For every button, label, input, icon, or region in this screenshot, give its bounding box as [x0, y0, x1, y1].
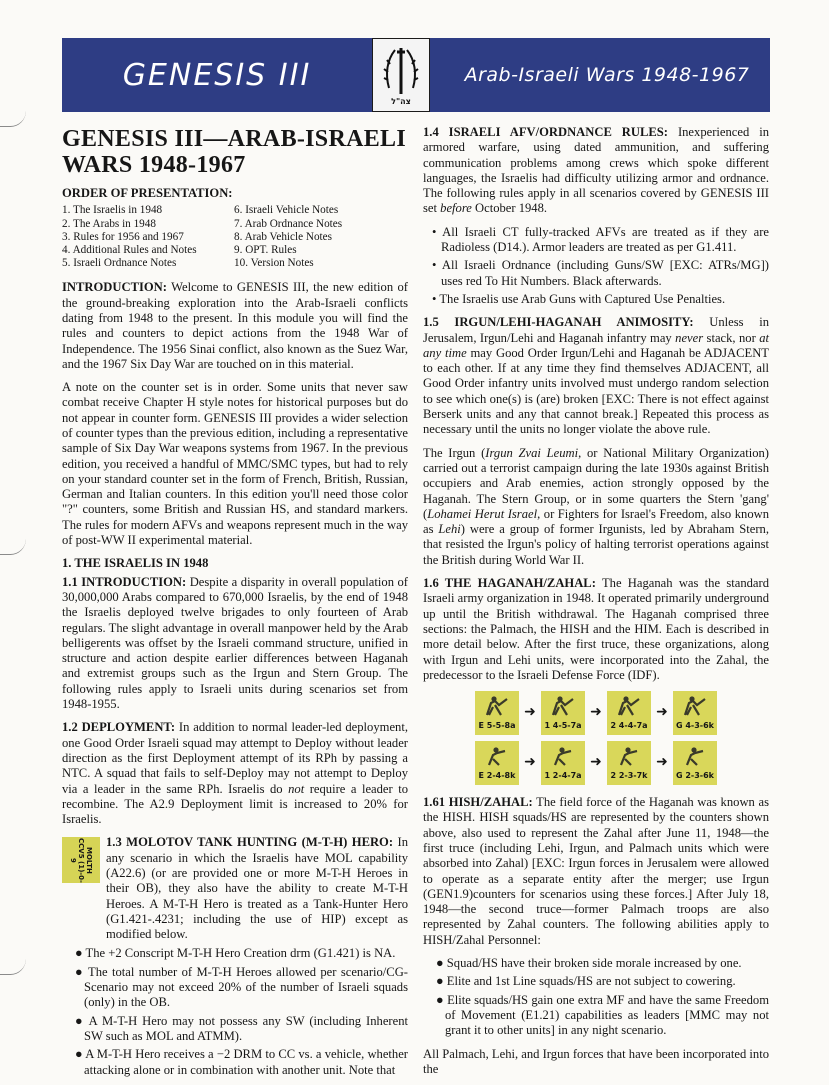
- order-item: 8. Arab Vehicle Notes: [234, 230, 332, 243]
- rule-1-2-lead: 1.2 DEPLOYMENT:: [62, 720, 176, 735]
- irgun-paragraph: [423, 446, 769, 568]
- irgun-emphasis: Lehi: [438, 522, 461, 537]
- rule-1-1-lead: 1.1 INTRODUCTION:: [62, 574, 187, 589]
- halfsquad-counter: [541, 741, 585, 785]
- soldier-icon: [549, 695, 577, 717]
- list-item: ● A M-T-H Hero may not possess any SW (including Inherent SW such as MOL and ATMM).: [75, 1013, 408, 1043]
- list-item-text: All Israeli Ordnance (including Guns/SW [EXC: ATRs/MG]) uses red To Hit Numbers. Black afterwards.: [441, 258, 769, 288]
- list-item-text: The total number of M-T-H Heroes allowed per scenario/CG-Scenario may not exceed 20% of the number of Israeli squads (only) in the OB.: [84, 964, 408, 1010]
- left-column: [62, 120, 408, 1081]
- header-banner: [62, 38, 770, 112]
- order-item: 1. The Israelis in 1948: [62, 204, 163, 217]
- counter-label: 1 2-4-7a: [544, 770, 582, 780]
- list-item-text: Elite squads/HS gain one extra MF and have the same Freedom of Movement (E1.21) capabilities as leaders [MMC may not grant it to other units] in any night scenario.: [445, 992, 769, 1038]
- list-item-text: A M-T-H Hero may not possess any SW (including Inherent SW such as MOL and ATMM).: [84, 1013, 408, 1043]
- section-1-heading: 1. THE ISRAELIS IN 1948: [62, 556, 209, 571]
- rule-1-3-paragraph: [106, 835, 408, 942]
- irgun-text: The Irgun (: [423, 445, 486, 460]
- rule-1-4-lead: 1.4 ISRAELI AFV/ORDNANCE RULES:: [423, 125, 668, 139]
- list-item-text: All Israeli CT fully-tracked AFVs are treated as if they are Radioless (D14.). Armor leaders are treated as per G1.411.: [441, 224, 769, 255]
- irgun-emphasis: Lohamei Herut Israel: [427, 506, 538, 521]
- order-item: 7. Arab Ordnance Notes: [234, 217, 343, 230]
- arrow-right-icon: ➜: [590, 704, 602, 721]
- counter-note-paragraph: A note on the counter set is in order. Some units that never saw combat receive Chapter H style notes for historical purposes but do not appear in counter form. GENESIS III provides a wider selection of counter types than the previous edition, including a representative sample of Six Day War weapons systems from 1967. In the previous edition, you received a handful of MMC/SMC types, but had to rely on your standard counter set in the form of French, British, Russian, German and Italian counters. In this edition you'll need those color "?" counters, some British and Russian HS, and standard markers. The rules for modern AFVs and weapons represent much in the way of post-WW II experimental material.: [62, 380, 408, 548]
- soldier-icon: [681, 745, 709, 767]
- irgun-text: ) were a group of former Irgunists, led by Abraham Stern, that resisted the Irgun's policy of halting terrorist operations against the British during World War II.: [423, 522, 769, 567]
- intro-lead: INTRODUCTION:: [62, 280, 167, 295]
- counter-chain-bottom: [423, 741, 769, 785]
- order-item: 6. Israeli Vehicle Notes: [234, 204, 339, 217]
- rule-1-61-lead: 1.61 HISH/ZAHAL:: [423, 795, 533, 810]
- logo-caption: צה"ל: [391, 97, 411, 106]
- banner-left-title: GENESIS III: [122, 57, 312, 93]
- halfsquad-counter: [475, 741, 519, 785]
- arrow-right-icon: ➜: [590, 754, 602, 771]
- rule-1-3-text: In any scenario in which the Israelis have MOL capability (A22.6) (or are provided one or more M-T-H Heroes in their OB), they also have the ability to create M-T-H Heroes. A M-T-H Hero is treated as a Tank-Hunter Hero (G1.421-.4231; including the use of HIP) except as modified below.: [106, 835, 408, 942]
- order-item: 2. The Arabs in 1948: [62, 217, 156, 230]
- sword-olive-branch-icon: [381, 44, 421, 98]
- banner-right-title: Arab-Israeli Wars 1948-1967: [464, 64, 750, 86]
- order-item: 5. Israeli Ordnance Notes: [62, 257, 177, 270]
- order-item: 9. OPT. Rules: [234, 243, 297, 256]
- rule-1-2-emphasis: not: [288, 781, 305, 796]
- list-item-text: Squad/HS have their broken side morale increased by one.: [446, 956, 742, 971]
- rule-1-2: [62, 720, 408, 827]
- intro-text: Welcome to GENESIS III, the new edition of the ground-breaking exploration into the Arab-Israeli conflicts dating from 1948 to the present. In this module you will find the rules and counters to depict actions from the 1948 War of Independence. The 1956 Sinai conflict, also known as the Suez War, and the 1967 Six Day War are touched on in this material.: [62, 280, 408, 371]
- irgun-text: , or Fighters for Israel's Freedom, also known as: [423, 506, 770, 537]
- arrow-right-icon: ➜: [524, 704, 536, 721]
- soldier-icon: [615, 745, 643, 767]
- rule-1-2-text: In addition to normal leader-led deployment, one Good Order Israeli squad may attempt to Deploy without leader direction as the first Deployment attempt of its RPh by passing a NTC. A squad that fails to self-Deploy may not attempt to Deploy via a leader in the same RPh. Israelis do: [62, 720, 408, 796]
- squad-counter: [607, 691, 651, 735]
- squad-counter: [541, 691, 585, 735]
- counter-chain-top: [423, 691, 769, 735]
- list-item: • All Israeli Ordnance (including Guns/SW [EXC: ATRs/MG]) uses red To Hit Numbers. Black afterwards.: [432, 258, 769, 288]
- punch-hole-middle: [0, 528, 26, 555]
- list-item: • All Israeli CT fully-tracked AFVs are treated as if they are Radioless (D14.). Armor leaders are treated as per G1.411.: [432, 224, 769, 255]
- list-item-text: Elite and 1st Line squads/HS are not subject to cowering.: [446, 974, 736, 989]
- counter-label: G 4-3-6k: [675, 720, 714, 730]
- order-item: 10. Version Notes: [234, 257, 314, 270]
- list-item-text: The Israelis use Arab Guns with Captured Use Penalties.: [439, 291, 726, 306]
- rule-1-5-emphasis: never: [675, 330, 704, 345]
- punch-hole-bottom: [0, 948, 26, 975]
- rule-1-2-text-end: require a leader to recombine. The A2.9 Deployment limit is increased to 20% for Israelis.: [62, 781, 409, 827]
- soldier-icon: [483, 695, 511, 717]
- soldier-icon: [549, 745, 577, 767]
- rule-1-3-lead: 1.3 MOLOTOV TANK HUNTING (M-T-H) HERO:: [106, 835, 394, 850]
- order-item: 3. Rules for 1956 and 1967: [62, 230, 184, 243]
- list-item: • The Israelis use Arab Guns with Captured Use Penalties.: [432, 291, 726, 306]
- rule-1-4: [423, 125, 769, 217]
- list-item: ● A M-T-H Hero receives a −2 DRM to CC vs. a vehicle, whether attacking alone or in combination with another unit. Note that: [75, 1047, 409, 1077]
- rule-1-5-text: stack, nor: [703, 330, 760, 345]
- counter-label: 2 4-4-7a: [610, 720, 648, 730]
- intro-paragraph: [62, 280, 408, 372]
- rule-1-5-lead: 1.5 IRGUN/LEHI-HAGANAH ANIMOSITY:: [423, 315, 694, 330]
- list-item: ● The total number of M-T-H Heroes allowed per scenario/CG-Scenario may not exceed 20% of the number of Israeli squads (only) in the OB.: [75, 964, 408, 1010]
- squad-counter: [673, 691, 717, 735]
- rule-1-6-text: The Haganah was the standard Israeli army organization in 1948. It operated primarily underground up until the British withdrawal. The Haganah comprised three sections: the Palmach, the HISH and the HIM. Each is described in more detail below. After the first truce, these organizations, along with Irgun and Lehi units, were incorporated into the Zahal, the predecessor to the Israeli Defense Force (IDF).: [423, 576, 770, 682]
- counter-label: E 2-4-8k: [478, 770, 516, 780]
- list-item: ● Elite squads/HS gain one extra MF and have the same Freedom of Movement (E1.21) capabilities as leaders [MMC may not grant it to other units] in any night scenario.: [436, 992, 769, 1038]
- rule-1-5: [423, 315, 769, 437]
- rule-1-61: [423, 795, 769, 948]
- counter-label: G 2-3-6k: [675, 770, 714, 780]
- order-list: [62, 204, 408, 270]
- halfsquad-counter: [607, 741, 651, 785]
- rule-1-6: [423, 576, 769, 683]
- order-item: 4. Additional Rules and Notes: [62, 243, 197, 256]
- rule-1-5-text: may Good Order Irgun/Lehi and Haganah be ADJACENT to each other. If at any time they find themselves ADJACENT, all Good Order infantry units involved must undergo random selection to see which one(s) is (are) broken [EXC: There is not effect against Berserk units and any that cannot break.] Repeated this process as necessary until the units no longer violate the above rule.: [423, 345, 769, 437]
- order-heading: ORDER OF PRESENTATION:: [62, 186, 233, 200]
- punch-hole-top: [0, 100, 26, 127]
- arrow-right-icon: ➜: [656, 704, 668, 721]
- counter-label: 1 4-5-7a: [544, 720, 582, 730]
- rule-1-6-lead: 1.6 THE HAGANAH/ZAHAL:: [423, 576, 596, 591]
- list-item-text: A M-T-H Hero receives a −2 DRM to CC vs. a vehicle, whether attacking alone or in combination with another unit. Note that: [84, 1047, 409, 1077]
- rule-1-5-text: Unless in Jerusalem, Irgun/Lehi and Haganah infantry may: [423, 315, 769, 345]
- arrow-right-icon: ➜: [656, 754, 668, 771]
- idf-logo: [372, 38, 430, 112]
- counter-label: 2 2-3-7k: [610, 770, 648, 780]
- counter-label: E 5-5-8a: [478, 720, 516, 730]
- list-item-text: The +2 Conscript M-T-H Hero Creation drm (G1.421) is NA.: [85, 946, 396, 961]
- rule-1-4-emphasis: before: [440, 201, 472, 216]
- soldier-icon: [681, 695, 709, 717]
- rule-1-1: [62, 575, 408, 713]
- rule-1-3: [62, 835, 408, 946]
- irgun-text: , or National Military Organization) carried out a terrorist campaign during the late 1930s against British occupiers and Arab enemies, action strongly opposed by the Haganah. The Stern Group, or in some quarters the Stern 'gang' (: [423, 445, 769, 521]
- arrow-right-icon: ➜: [524, 754, 536, 771]
- list-item: ● The +2 Conscript M-T-H Hero Creation drm (G1.421) is NA.: [75, 946, 396, 961]
- rule-1-1-text: Despite a disparity in overall population of 30,000,000 Arabs compared to 670,000 Israelis, by the end of 1948 the Israelis deployed twelve brigades to only fourteen of Arab regulars. The slight advantage in overall manpower held by the Arab belligerents was offset by the Israeli command structure, unified in structure and action despite earlier differences between Haganah and extremist groups such as the Irgun and Stern Group. The following rules apply to Israeli units during scenarios set from 1948-1955.: [62, 574, 408, 712]
- list-item: ● Elite and 1st Line squads/HS are not subject to cowering.: [436, 974, 736, 989]
- rule-1-61-text: The field force of the Haganah was known as the HISH. HISH squads/HS are represented by the counters shown above, also used to represent the Zahal after June 11, 1948—the first truce (including Lehi, Irgun, and Palmach units which were absorbed into Zahal) [EXC: Irgun forces in Jerusalem were allowed to operate as a separate entity after the merger; use Irgun (GEN1.9)counters for scenarios using these forces.] After July 18, 1948—the second truce—former Palmach troops are also represented by Zahal counters. The following abilities apply to HISH/Zahal Personnel:: [423, 795, 769, 947]
- rule-1-5-emphasis: at any time: [423, 330, 769, 360]
- mth-hero-counter: MOLTH CCV5 (1)-0-9: [62, 837, 100, 883]
- page-title: GENESIS III—ARAB-ISRAELI WARS 1948-1967: [62, 126, 406, 178]
- list-item: ● Squad/HS have their broken side morale increased by one.: [436, 956, 742, 971]
- final-line: All Palmach, Lehi, and Irgun forces that have been incorporated into the: [423, 1046, 769, 1076]
- rule-1-4-text-end: October 1948.: [471, 201, 548, 216]
- right-column: [423, 125, 769, 1085]
- squad-counter: [475, 691, 519, 735]
- soldier-icon: [615, 695, 643, 717]
- rule-1-4-text: Inexperienced in armored warfare, using dated ammunition, and suffering communication problems among crews which spoke different languages, the Israelis had difficulty utilizing armor and ordnance. The following rules apply in all scenarios covered by GENESIS III set: [423, 125, 769, 216]
- soldier-icon: [483, 745, 511, 767]
- halfsquad-counter: [673, 741, 717, 785]
- irgun-emphasis: Irgun Zvai Leumi: [485, 445, 579, 460]
